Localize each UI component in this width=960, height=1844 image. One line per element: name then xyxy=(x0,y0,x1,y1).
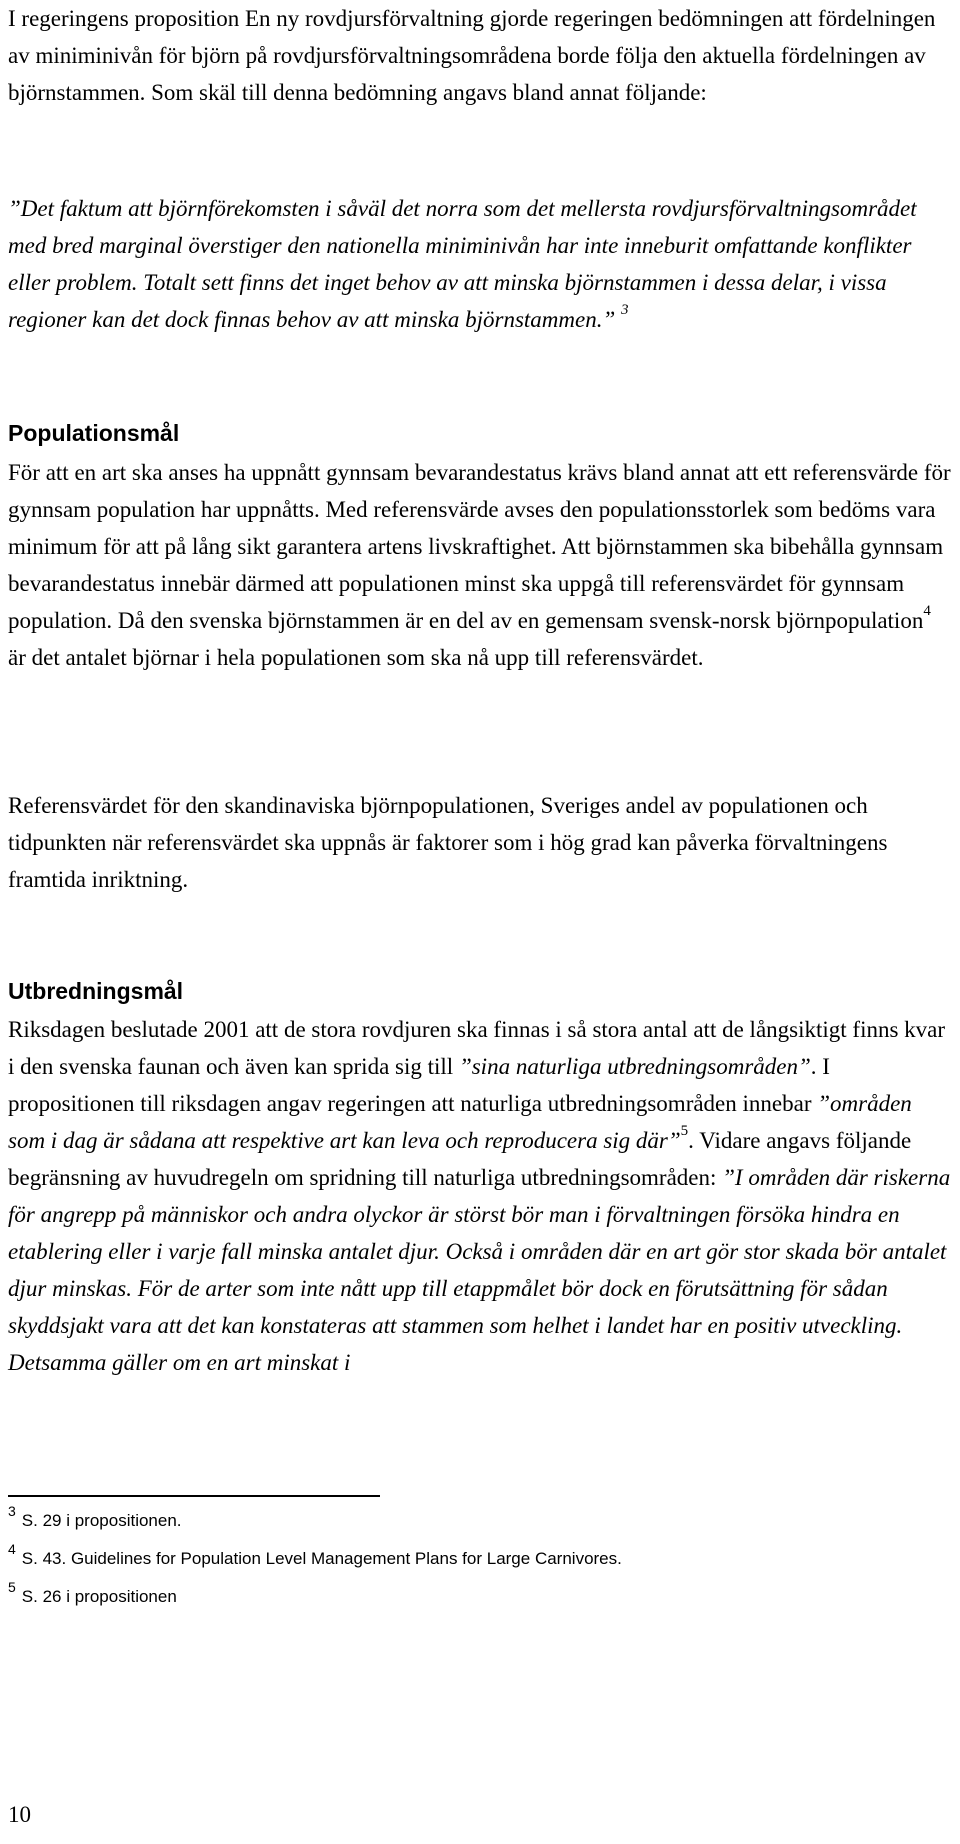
intro-paragraph: I regeringens proposition En ny rovdjursförvaltning gjorde regeringen bedömningen att fördelningen av miniminivån för björn på rovdjursförvaltningsområdena borde följa den aktuella fördelningen av björnstammen. Som skäl till denna bedömning angavs bland annat följande: xyxy=(8,6,936,105)
utbredningsmal-quote-2: ”områden som i dag är sådana att respektive art kan leva och reproducera sig där” xyxy=(8,1091,912,1153)
footnote-text: S. 29 i propositionen. xyxy=(21,1511,182,1530)
footnote-number: 5 xyxy=(8,1579,16,1595)
quote-paragraph xyxy=(8,190,952,338)
referensvarde-paragraph: Referensvärdet för den skandinaviska björnpopulationen, Sveriges andel av populationen och tidpunkten när referensvärdet ska uppnås är faktorer som i hög grad kan påverka förvaltningens framtida inriktning. xyxy=(8,793,888,892)
footnote-ref-4[interactable]: 4 xyxy=(923,603,931,620)
footnote-3 xyxy=(8,1503,182,1532)
utbredningsmal-text-3: . Vidare angavs följande begränsning av huvudregeln om spridning till naturliga utbredningsområden: xyxy=(8,1128,912,1190)
page-number: 10 xyxy=(8,1802,31,1827)
quote-text: ”Det faktum att björnförekomsten i såväl det norra som det mellersta rovdjursförvaltningsområdet med bred marginal överstiger den nationella miniminivån har inte inneburit omfattande konflikter eller problem. Totalt sett finns det inget behov av att minska björnstammen i dessa delar, i vissa regioner kan det dock finnas behov av att minska björnstammen.” xyxy=(8,196,917,332)
heading-populationsmal: Populationsmål xyxy=(8,420,180,446)
heading-utbredningsmal: Utbredningsmål xyxy=(8,978,184,1004)
utbredningsmal-text-1: Riksdagen beslutade 2001 att de stora rovdjuren ska finnas i så stora antal att de långsiktigt finns kvar i den svenska faunan och även kan sprida sig till xyxy=(8,1017,946,1079)
populationsmal-text-1: För att en art ska anses ha uppnått gynnsam bevarandestatus krävs bland annat att ett referensvärde för gynnsam population har uppnåtts. Med referensvärde avses den populationsstorlek som bedöms vara minimum för att på lång sikt garantera artens livskraftighet. Att björnstammen ska bibehålla gynnsam bevarandestatus innebär därmed att populationen minst ska uppgå till referensvärdet för gynnsam population. Då den svenska björnstammen är en del av en gemensam svensk-norsk björnpopulation xyxy=(8,460,951,633)
footnote-4 xyxy=(8,1541,622,1570)
footnote-ref-5[interactable]: 5 xyxy=(680,1123,689,1140)
utbredningsmal-text-2: . I propositionen till riksdagen angav regeringen att naturliga utbredningsområden innebar xyxy=(8,1054,830,1116)
utbredningsmal-paragraph xyxy=(8,1011,952,1381)
footnote-text: S. 43. Guidelines for Population Level Management Plans for Large Carnivores. xyxy=(21,1549,622,1568)
footnote-number: 4 xyxy=(8,1541,16,1557)
footnote-5 xyxy=(8,1579,177,1608)
utbredningsmal-quote-3: ”I områden där riskerna för angrepp på människor och andra olyckor är störst bör man i förvaltningen försöka hindra en etablering eller i varje fall minska antalet djur. Också i områden där en art gör stor skada bör antalet djur minskas. För de arter som inte nått upp till etappmålet bör dock en förutsättning för sådan skyddsjakt vara att det kan konstateras att stammen som helhet i landet har en positiv utveckling. Detsamma gäller om en art minskat i xyxy=(8,1165,951,1375)
utbredningsmal-quote-1: ”sina naturliga utbredningsområden” xyxy=(458,1054,811,1079)
footnote-text: S. 26 i propositionen xyxy=(21,1587,177,1606)
footnote-number: 3 xyxy=(8,1503,16,1519)
populationsmal-text-2: är det antalet björnar i hela populationen som ska nå upp till referensvärdet. xyxy=(8,645,704,670)
footnote-divider xyxy=(8,1495,380,1497)
populationsmal-paragraph xyxy=(8,454,952,676)
footnote-ref-3[interactable]: 3 xyxy=(621,302,629,319)
